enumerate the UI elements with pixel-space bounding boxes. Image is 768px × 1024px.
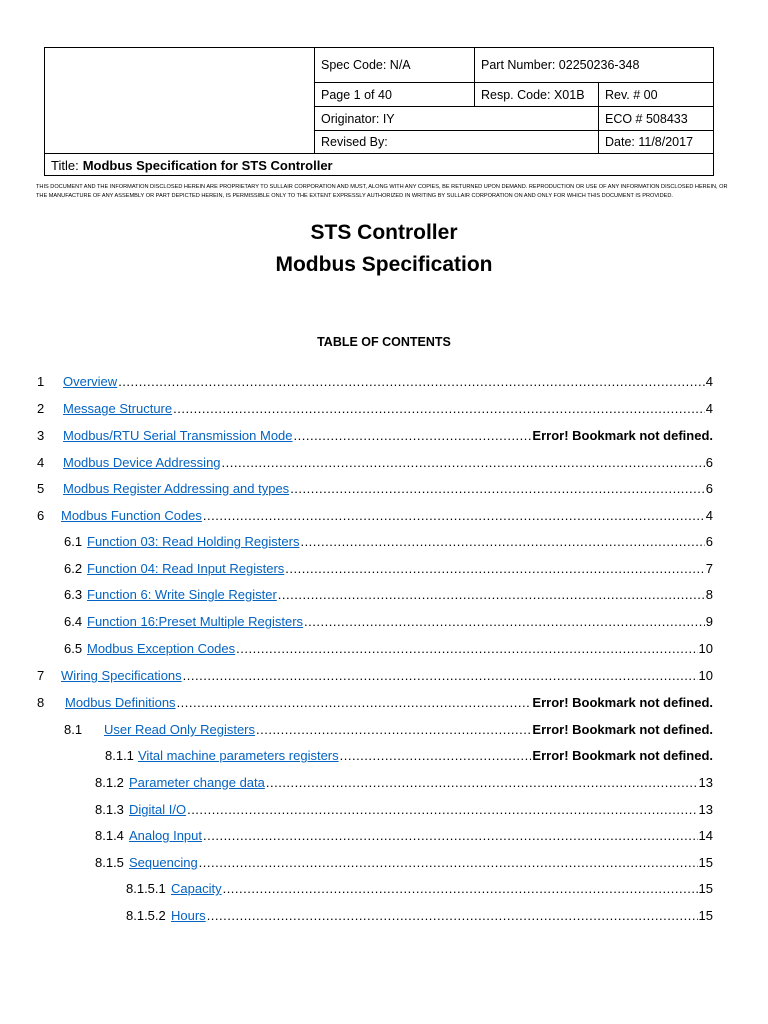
toc-link[interactable]: Vital machine parameters registers: [138, 748, 339, 763]
toc-leader: [177, 695, 532, 711]
toc-heading: TABLE OF CONTENTS: [317, 335, 451, 349]
toc-entry[interactable]: [64, 639, 713, 657]
toc-page: Error! Bookmark not defined.: [532, 428, 713, 443]
toc-number: 6.2: [64, 561, 83, 576]
toc-page: 4: [705, 374, 713, 389]
toc-number: 4: [37, 455, 45, 470]
toc-entry[interactable]: [95, 826, 713, 844]
toc-page: 13: [698, 775, 713, 790]
toc-link[interactable]: Wiring Specifications: [61, 668, 182, 683]
toc-link[interactable]: Modbus Device Addressing: [63, 455, 221, 470]
originator: Originator: IY: [321, 111, 395, 126]
part-number: Part Number: 02250236-348: [481, 57, 640, 72]
part-number-cell: [474, 47, 714, 82]
toc-entry[interactable]: [64, 720, 713, 738]
toc-link[interactable]: Modbus Definitions: [65, 695, 176, 710]
toc-entry[interactable]: [105, 746, 713, 764]
revision: Rev. # 00: [605, 87, 658, 102]
toc-page: Error! Bookmark not defined.: [532, 748, 713, 763]
toc-link[interactable]: User Read Only Registers: [104, 722, 255, 737]
toc-entry[interactable]: [37, 506, 713, 524]
title-value: Modbus Specification for STS Controller: [82, 157, 333, 173]
toc-leader: [294, 428, 532, 444]
title-label: Title:: [51, 157, 79, 173]
toc-link[interactable]: Analog Input: [129, 828, 203, 843]
toc-page: 4: [705, 401, 713, 416]
originator-cell: [314, 106, 598, 130]
toc-leader: [223, 881, 698, 897]
revised-by: Revised By:: [321, 135, 388, 149]
toc-number: 5: [37, 481, 45, 496]
toc-page: 13: [698, 802, 713, 817]
toc-leader: [256, 722, 531, 738]
toc-link[interactable]: Sequencing: [129, 855, 198, 870]
revised-by-cell: [314, 130, 598, 153]
toc-number: 8.1.4: [95, 828, 124, 843]
toc-number: 6.5: [64, 641, 83, 656]
toc-leader: [236, 641, 697, 657]
toc-page: 15: [698, 908, 713, 923]
toc-entry[interactable]: [95, 853, 713, 871]
toc-entry[interactable]: [95, 773, 713, 791]
toc-page: 4: [705, 508, 713, 523]
toc-link[interactable]: Capacity: [171, 881, 222, 896]
toc-number: 6.4: [64, 614, 83, 629]
toc-link[interactable]: Modbus Register Addressing and types: [63, 481, 290, 496]
toc-page: 6: [705, 481, 713, 496]
toc-page: 9: [705, 614, 713, 629]
toc-entry[interactable]: [64, 559, 713, 577]
toc-entry[interactable]: [37, 372, 713, 390]
document-title-line2: Modbus Specification: [275, 253, 493, 276]
date-cell: [598, 130, 714, 153]
toc-leader: [340, 748, 532, 764]
toc-link[interactable]: Function 16:Preset Multiple Registers: [87, 614, 304, 629]
toc-number: 8.1.5.1: [126, 881, 166, 896]
toc-number: 8: [37, 695, 45, 710]
toc-link[interactable]: Function 03: Read Holding Registers: [87, 534, 300, 549]
toc-entry[interactable]: [37, 453, 713, 471]
toc-number: 1: [37, 374, 45, 389]
toc-number: 8.1.5.2: [126, 908, 166, 923]
toc-page: Error! Bookmark not defined.: [532, 722, 713, 737]
toc-page: 10: [698, 668, 713, 683]
toc-leader: [187, 802, 697, 818]
toc-leader: [278, 587, 705, 603]
toc-link[interactable]: Modbus/RTU Serial Transmission Mode: [63, 428, 293, 443]
toc-leader: [207, 908, 698, 924]
toc-page: 10: [698, 641, 713, 656]
toc-number: 8.1: [64, 722, 83, 737]
toc-link[interactable]: Digital I/O: [129, 802, 187, 817]
toc-link[interactable]: Parameter change data: [129, 775, 265, 790]
toc-entry[interactable]: [37, 693, 713, 711]
toc-page: 6: [705, 455, 713, 470]
page-count-cell: [314, 82, 474, 106]
eco-cell: [598, 106, 714, 130]
toc-page: 15: [698, 855, 713, 870]
rev-cell: [598, 82, 714, 106]
title-row: [45, 153, 713, 176]
toc-entry[interactable]: [37, 666, 713, 684]
toc-leader: [290, 481, 705, 497]
toc-link[interactable]: Modbus Function Codes: [61, 508, 202, 523]
spec-code: Spec Code: N/A: [321, 57, 411, 72]
toc-number: 6: [37, 508, 45, 523]
toc-number: 3: [37, 428, 45, 443]
toc-leader: [203, 828, 698, 844]
page-count: Page 1 of 40: [321, 87, 392, 102]
toc-leader: [300, 534, 704, 550]
toc-entry[interactable]: [37, 399, 713, 417]
toc-number: 8.1.3: [95, 802, 124, 817]
toc-leader: [199, 855, 698, 871]
toc-number: 8.1.2: [95, 775, 124, 790]
toc-leader: [183, 668, 698, 684]
toc-number: 6.1: [64, 534, 83, 549]
toc-entry[interactable]: [64, 532, 713, 550]
toc-number: 6.3: [64, 587, 83, 602]
toc-entry[interactable]: [126, 879, 713, 897]
toc-leader: [285, 561, 704, 577]
toc-entry[interactable]: [64, 585, 713, 603]
toc-link[interactable]: Function 6: Write Single Register: [87, 587, 277, 602]
resp-code-cell: [474, 82, 598, 106]
toc-page: 14: [698, 828, 713, 843]
date: Date: 11/8/2017: [605, 135, 694, 149]
document-title-line1: STS Controller: [310, 221, 458, 244]
toc-leader: [173, 401, 705, 417]
toc-leader: [222, 455, 705, 471]
toc-link[interactable]: Function 04: Read Input Registers: [87, 561, 285, 576]
toc-link[interactable]: Overview: [63, 374, 118, 389]
resp-code: Resp. Code: X01B: [481, 87, 585, 102]
toc-number: 7: [37, 668, 45, 683]
toc-leader: [203, 508, 705, 524]
toc-page: 8: [705, 587, 713, 602]
toc-leader: [118, 374, 705, 390]
proprietary-disclaimer: THIS DOCUMENT AND THE INFORMATION DISCLOSED HEREIN ARE PROPRIETARY TO SULLAIR CORPORATION AND MUST, ALONG WITH ANY COPIES, BE RETURNED UPON DEMAND. REPRODUCTION OR USE OF ANY INFORMATION DISCLOSED HEREIN, OR THE MANUFACTURE OF ANY ASSEMBLY OR PART DEPICTED HEREIN, IS PERMISSIBLE ONLY TO THE EXTENT EXPRESSLY AUTHORIZED IN WRITING BY SULLAIR CORPORATION ON AND ONLY FOR WHICH THIS DOCUMENT IS PROVIDED.: [36, 184, 728, 199]
toc-page: 7: [705, 561, 713, 576]
toc-number: 2: [37, 401, 45, 416]
document-header-table: [44, 47, 714, 176]
logo-cell: [45, 48, 314, 153]
toc-leader: [304, 614, 705, 630]
toc-entry[interactable]: [95, 800, 713, 818]
toc-link[interactable]: Modbus Exception Codes: [87, 641, 236, 656]
toc-entry[interactable]: [126, 906, 713, 924]
toc-page: 15: [698, 881, 713, 896]
toc-page: 6: [705, 534, 713, 549]
toc-number: 8.1.1: [105, 748, 134, 763]
toc-page: Error! Bookmark not defined.: [532, 695, 713, 710]
toc-entry[interactable]: [64, 612, 713, 630]
toc-entry[interactable]: [37, 426, 713, 444]
spec-code-cell: [314, 47, 474, 82]
toc-link[interactable]: Hours: [171, 908, 206, 923]
toc-entry[interactable]: [37, 479, 713, 497]
toc-link[interactable]: Message Structure: [63, 401, 173, 416]
toc-leader: [266, 775, 698, 791]
toc-number: 8.1.5: [95, 855, 124, 870]
eco-number: ECO # 508433: [605, 111, 688, 126]
